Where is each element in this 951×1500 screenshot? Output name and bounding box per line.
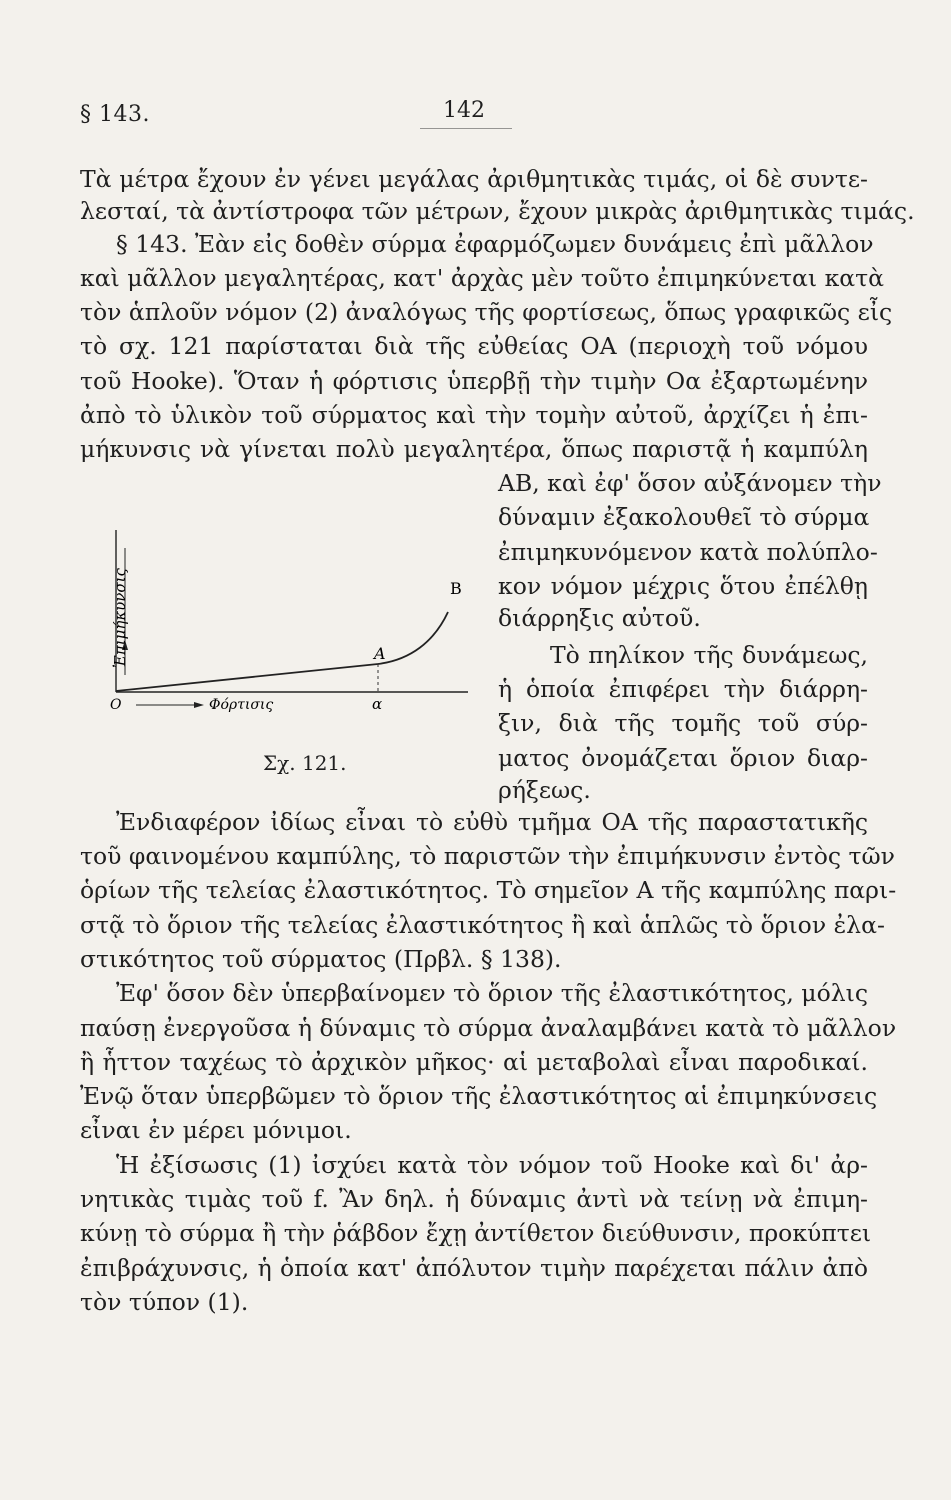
text-line: νητικὰς τιμὰς τοῦ f. Ἂν δηλ. ἡ δύναμις ἀντὶ νὰ τείνῃ νὰ ἐπιμη- [80, 1185, 868, 1213]
text-line: Ἡ ἐξίσωσις (1) ἰσχύει κατὰ τὸν νόμον τοῦ Hooke καὶ δι' ἀρ- [116, 1151, 868, 1179]
header-rule [420, 128, 512, 129]
text-line: Ἐνῷ ὅταν ὑπερβῶμεν τὸ ὅριον τῆς ἐλαστικότητος αἱ ἐπιμηκύνσεις [80, 1082, 878, 1110]
text-line: τὸν ἁπλοῦν νόμον (2) ἀναλόγως τῆς φορτίσεως, ὅπως γραφικῶς εἶς [80, 298, 893, 326]
figure-121 [92, 500, 482, 790]
text-line: στᾷ τὸ ὅριον τῆς τελείας ἐλαστικότητος ἢ καὶ ἁπλῶς τὸ ὅριον ἐλα- [80, 911, 885, 939]
curve-ab [378, 612, 448, 664]
side-text-line: ρήξεως. [498, 776, 591, 804]
text-line: μήκυνσις νὰ γίνεται πολὺ μεγαλητέρα, ὅπως παριστᾷ ἡ καμπύλη [80, 435, 868, 463]
origin-label: O [110, 697, 122, 713]
side-text-line: ἐπιμηκυνόμενον κατὰ πολύπλο- [498, 538, 878, 566]
side-text-line: κον νόμον μέχρις ὅτου ἐπέλθῃ [498, 572, 868, 600]
text-line: τὸ σχ. 121 παρίσταται διὰ τῆς εὐθείας OA (περιοχὴ τοῦ νόμου [80, 332, 868, 360]
stress-strain-diagram [92, 500, 482, 790]
side-text-line: δύναμιν ἐξακολουθεῖ τὸ σύρμα [498, 503, 870, 531]
page-number: 142 [443, 98, 485, 123]
text-line: κύνῃ τὸ σύρμα ἢ τὴν ῥάβδον ἔχῃ ἀντίθετον διεύθυνσιν, προκύπτει [80, 1219, 872, 1247]
side-text-line: ξιν, διὰ τῆς τομῆς τοῦ σύρ- [498, 709, 868, 737]
side-text-line: ματος ὀνομάζεται ὅριον διαρ- [498, 744, 868, 772]
text-line: ἀπὸ τὸ ὑλικὸν τοῦ σύρματος καὶ τὴν τομὴν αὐτοῦ, ἀρχίζει ἡ ἐπι- [80, 401, 868, 429]
text-line: εἶναι ἐν μέρει μόνιμοι. [80, 1116, 352, 1144]
x-axis-label: Φόρτισις [209, 697, 274, 713]
text-line: τοῦ φαινομένου καμπύλης, τὸ παριστῶν τὴν ἐπιμήκυνσιν ἐντὸς τῶν [80, 842, 895, 870]
text-line: τοῦ Hooke). Ὅταν ἡ φόρτισις ὑπερβῇ τὴν τιμὴν Oα ἐξαρτωμένην [80, 367, 868, 395]
text-line: παύσῃ ἐνεργοῦσα ἡ δύναμις τὸ σύρμα ἀναλαμβάνει κατὰ τὸ μᾶλλον [80, 1014, 897, 1042]
text-line: στικότητος τοῦ σύρματος (Πρβλ. § 138). [80, 945, 562, 973]
point-a-label: A [374, 644, 386, 663]
text-line: § 143. Ἐὰν εἰς δοθὲν σύρμα ἐφαρμόζωμεν δυνάμεις ἐπὶ μᾶλλον [116, 230, 874, 258]
y-axis-label: Ἐπιμήκυνσις [111, 568, 129, 668]
side-text-line: διάρρηξις αὐτοῦ. [498, 604, 701, 632]
text-line: ἐπιβράχυνσις, ἡ ὁποία κατ' ἀπόλυτον τιμὴν παρέχεται πάλιν ἀπὸ [80, 1254, 868, 1282]
text-line: Ἐνδιαφέρον ἰδίως εἶναι τὸ εὐθὺ τμῆμα OA τῆς παραστατικῆς [116, 808, 868, 836]
side-text-line: Τὸ πηλίκον τῆς δυνάμεως, [550, 641, 868, 669]
text-line: τὸν τύπον (1). [80, 1288, 249, 1316]
text-line: Τὰ μέτρα ἔχουν ἐν γένει μεγάλας ἀριθμητικὰς τιμάς, οἱ δὲ συντε- [80, 165, 868, 193]
curve-linear-oa [116, 664, 378, 691]
figure-caption: Σχ. 121. [263, 751, 347, 775]
point-b-label: B [450, 579, 462, 598]
text-line: λεσταί, τὰ ἀντίστροφα τῶν μέτρων, ἔχουν μικρὰς ἀριθμητικὰς τιμάς. [80, 197, 915, 225]
text-line: ὁρίων τῆς τελείας ἐλαστικότητος. Τὸ σημεῖον A τῆς καμπύλης παρι- [80, 876, 897, 904]
side-text-line: ἡ ὁποία ἐπιφέρει τὴν διάρρη- [498, 675, 868, 703]
section-number: § 143. [80, 102, 150, 127]
text-line: καὶ μᾶλλον μεγαλητέρας, κατ' ἀρχὰς μὲν τοῦτο ἐπιμηκύνεται κατὰ [80, 264, 885, 292]
text-line: ἢ ἧττον ταχέως τὸ ἀρχικὸν μῆκος· αἱ μεταβολαὶ εἶναι παροδικαί. [80, 1048, 868, 1076]
text-line: Ἐφ' ὅσον δὲν ὑπερβαίνομεν τὸ ὅριον τῆς ἐλαστικότητος, μόλις [116, 979, 868, 1007]
point-alpha-label: α [372, 695, 383, 713]
side-text-line: AB, καὶ ἐφ' ὅσον αὐξάνομεν τὴν [498, 469, 882, 497]
x-arrow-head [194, 702, 204, 708]
